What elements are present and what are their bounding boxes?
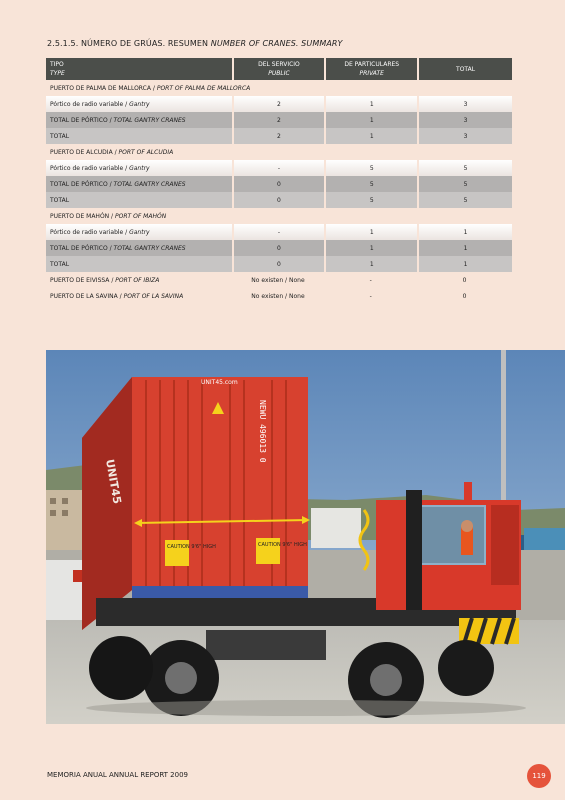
row-label (46, 224, 232, 240)
heading-english: NUMBER OF CRANES. SUMMARY (210, 39, 343, 48)
row-label (46, 160, 232, 176)
truck-photo-illustration (46, 350, 565, 724)
port-name-en: PORT OF PALMA DE MALLORCA (156, 84, 251, 92)
header-type-en: TYPE (50, 70, 65, 77)
table-header-row (46, 58, 512, 80)
row-label-en: TOTAL GANTRY CRANES (113, 180, 186, 188)
row-label-es: Pórtico de radio variable / (50, 164, 128, 172)
report-footer: MEMORIA ANUAL ANNUAL REPORT 2009 (47, 771, 189, 779)
header-total-label: TOTAL (456, 65, 476, 73)
row-label (46, 112, 232, 128)
port-name-es: PUERTO DE EIVISSA / (50, 276, 114, 284)
cell-private: 1 (324, 256, 417, 272)
cell-private: 5 (324, 160, 417, 176)
caution-text-right: CAUTION 9'6" HIGH (258, 542, 307, 548)
cell-public: No existen / None (251, 276, 305, 284)
cell-private: 1 (324, 112, 417, 128)
row-label-es: TOTAL (50, 196, 70, 204)
row-label-es: TOTAL DE PÓRTICO / (50, 180, 112, 188)
row-label-es: Pórtico de radio variable / (50, 100, 128, 108)
port-name (46, 208, 512, 224)
port-name-es: PUERTO DE ALCUDIA / (50, 148, 117, 156)
port-name-en: PORT OF MAHÓN (115, 212, 167, 220)
header-private-es: DE PARTICULARES (344, 61, 400, 68)
truck-container-photo (46, 350, 565, 724)
cell-public: - (232, 160, 325, 176)
port-name-es: PUERTO DE LA SAVINA / (50, 292, 122, 300)
cell-total: 1 (417, 256, 512, 272)
port-total-row (46, 256, 512, 272)
cell-private: 1 (324, 128, 417, 144)
cell-public: 0 (232, 256, 325, 272)
port-name (46, 80, 512, 96)
port-name-es: PUERTO DE PALMA DE MALLORCA / (50, 84, 155, 92)
cell-private: 5 (324, 176, 417, 192)
port-total-row (46, 192, 512, 208)
heading-spanish: 2.5.1.5. NÚMERO DE GRÚAS. RESUMEN (47, 39, 209, 48)
cell-private: 5 (324, 192, 417, 208)
cell-total: 3 (417, 96, 512, 112)
cell-total: 5 (417, 192, 512, 208)
row-label-es: Pórtico de radio variable / (50, 228, 128, 236)
gantry-subtotal-row (46, 176, 512, 192)
cell-private: 1 (324, 224, 417, 240)
container-code-text: NEWU 496013 0 (258, 400, 267, 463)
row-label (46, 176, 232, 192)
row-label-en: Gantry (129, 164, 150, 172)
gantry-row (46, 224, 512, 240)
port-none-row (46, 288, 512, 304)
section-heading (47, 39, 343, 48)
row-label-en: TOTAL GANTRY CRANES (113, 116, 186, 124)
cranes-summary-table (46, 58, 512, 304)
row-label-en: TOTAL GANTRY CRANES (113, 244, 186, 252)
header-public-en: PUBLIC (268, 70, 290, 77)
port-total-row (46, 128, 512, 144)
cell-public: 0 (232, 176, 325, 192)
row-label (46, 192, 232, 208)
row-label-en: Gantry (129, 100, 150, 108)
port-section-row (46, 208, 512, 224)
cell-private: - (369, 276, 372, 284)
page-number-badge: 119 (527, 764, 551, 788)
header-public (232, 58, 325, 80)
cell-total: 3 (417, 128, 512, 144)
gantry-row (46, 160, 512, 176)
cell-total: 1 (417, 240, 512, 256)
cell-total: 0 (462, 292, 467, 300)
cell-total: 5 (417, 160, 512, 176)
cell-public: 2 (232, 112, 325, 128)
cell-public: - (232, 224, 325, 240)
row-label (46, 128, 232, 144)
port-section-row (46, 80, 512, 96)
gantry-subtotal-row (46, 112, 512, 128)
header-public-es: DEL SERVICIO (258, 61, 300, 68)
header-type (46, 58, 232, 80)
header-type-es: TIPO (50, 61, 64, 68)
cell-public: 0 (232, 240, 325, 256)
header-total (417, 58, 512, 80)
cell-private: 1 (324, 240, 417, 256)
row-label-en: Gantry (129, 228, 150, 236)
row-label-es: TOTAL (50, 132, 70, 140)
row-label (46, 240, 232, 256)
port-none-row (46, 272, 512, 288)
table-body (46, 80, 512, 304)
row-label-es: TOTAL (50, 260, 70, 268)
port-name (46, 272, 232, 288)
gantry-row (46, 96, 512, 112)
port-name (46, 288, 232, 304)
header-private (324, 58, 417, 80)
container-brand-text: UNIT45.com (201, 379, 238, 386)
cell-private: 1 (324, 96, 417, 112)
port-name-en: PORT OF ALCUDIA (118, 148, 174, 156)
container-side-text: UNIT45 (103, 458, 124, 505)
cell-private: - (369, 292, 372, 300)
port-name (46, 144, 512, 160)
gantry-subtotal-row (46, 240, 512, 256)
row-label-es: TOTAL DE PÓRTICO / (50, 244, 112, 252)
cell-public: No existen / None (251, 292, 305, 300)
port-name-en: PORT OF IBIZA (115, 276, 160, 284)
cell-public: 2 (232, 96, 325, 112)
port-name-en: PORT OF LA SAVINA (123, 292, 184, 300)
cell-total: 0 (462, 276, 467, 284)
cell-public: 0 (232, 192, 325, 208)
row-label (46, 256, 232, 272)
header-private-en: PRIVATE (359, 70, 384, 77)
cell-total: 3 (417, 112, 512, 128)
caution-text-left: CAUTION 9'6" HIGH (167, 544, 216, 550)
row-label (46, 96, 232, 112)
row-label-es: TOTAL DE PÓRTICO / (50, 116, 112, 124)
port-section-row (46, 144, 512, 160)
port-name-es: PUERTO DE MAHÓN / (50, 212, 114, 220)
cell-public: 2 (232, 128, 325, 144)
cell-total: 1 (417, 224, 512, 240)
cell-total: 5 (417, 176, 512, 192)
